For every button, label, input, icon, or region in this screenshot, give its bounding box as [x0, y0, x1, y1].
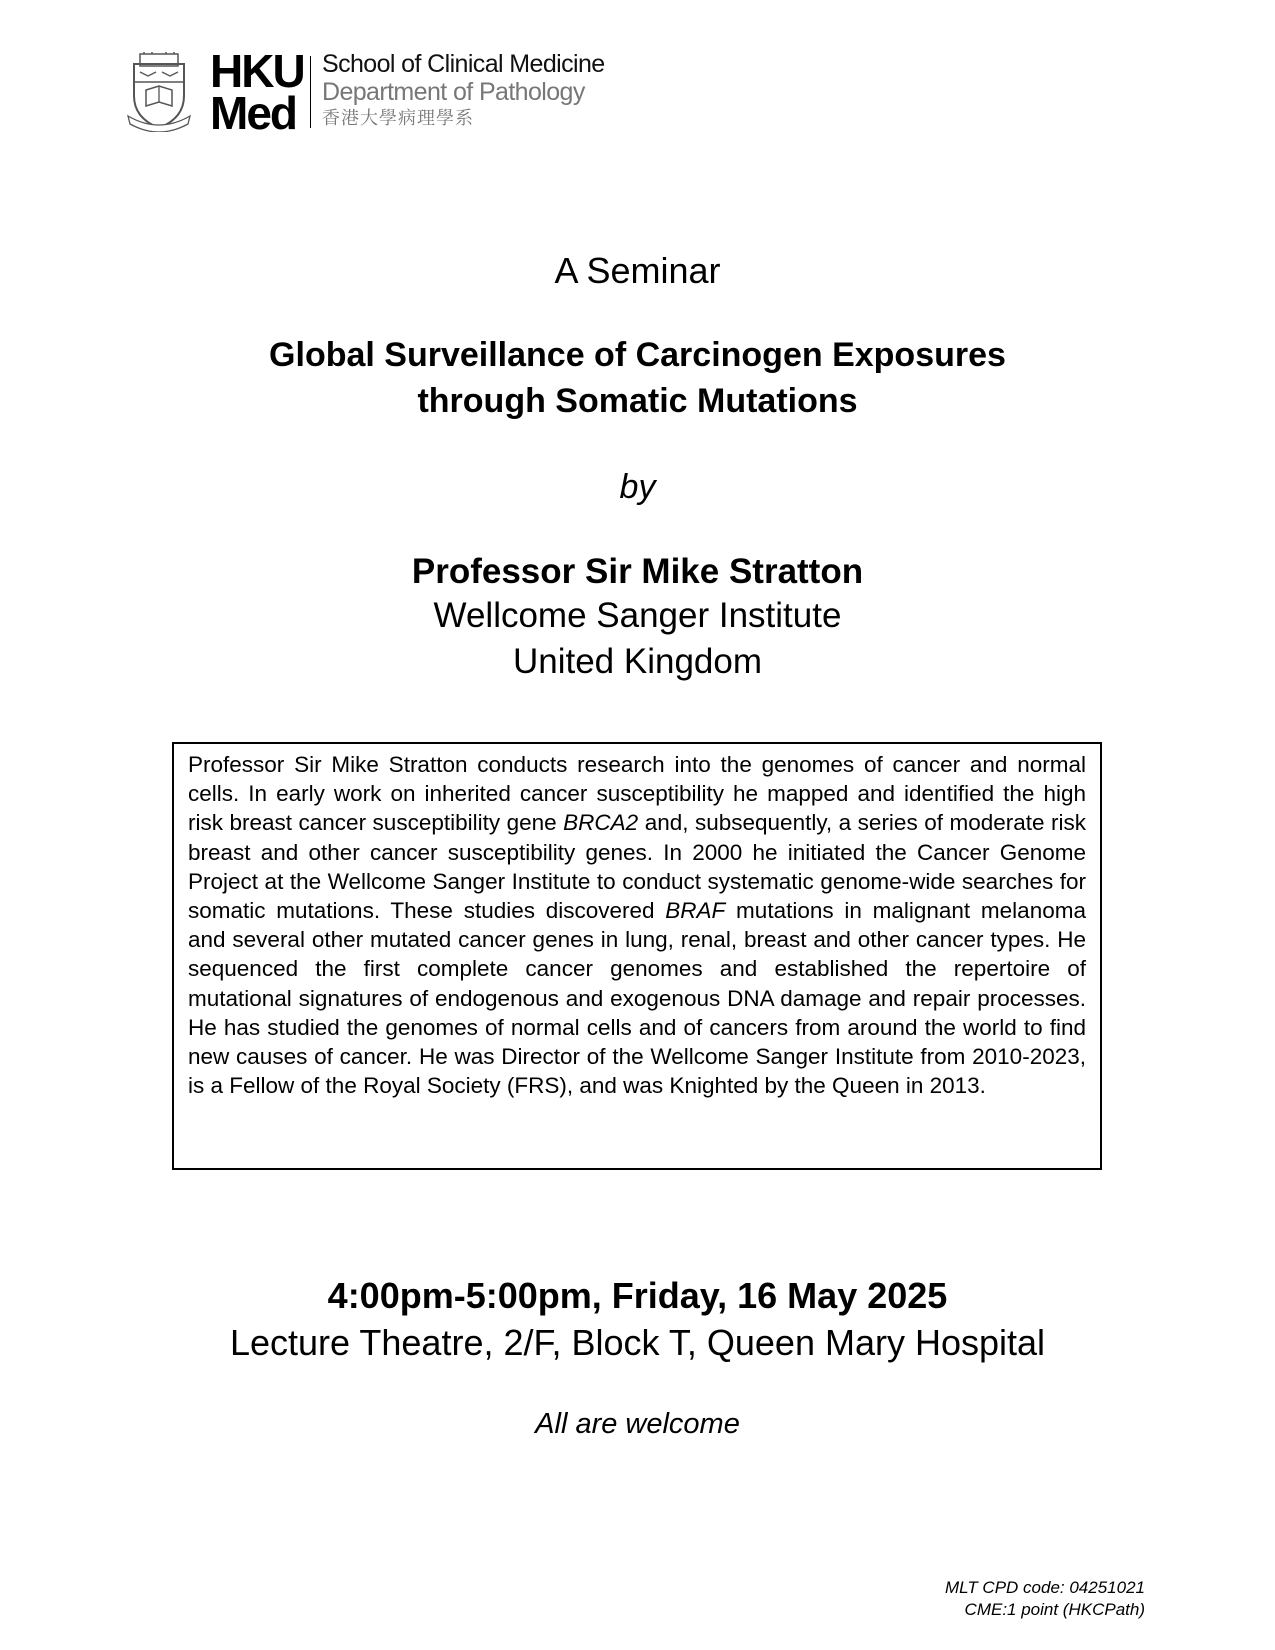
by-label: by: [619, 468, 656, 506]
department-name-chinese: 香港大學病理學系: [322, 108, 474, 128]
event-venue: Lecture Theatre, 2/F, Block T, Queen Mary Hospital: [229, 1322, 1046, 1363]
footer-credits: [945, 1577, 1145, 1621]
speaker-country: United Kingdom: [512, 642, 763, 681]
speaker-bio: [188, 750, 1086, 1100]
speaker-affiliation: Wellcome Sanger Institute: [433, 596, 842, 635]
cpd-code: MLT CPD code: 04251021: [944, 1578, 1145, 1597]
speaker-name: Professor Sir Mike Stratton: [411, 552, 864, 591]
event-type: A Seminar: [554, 250, 721, 291]
seminar-title: [0, 332, 1275, 424]
bio-part-2: and, subsequently, a series of moderate risk breast and other cancer susceptibility genes. In 2000 he initiated the Cancer Genome Project at the Wellcome Sanger Institute to conduct systematic genome-wide searches for somatic mutations. These studies discovered: [188, 810, 1087, 924]
bio-part-3: mutations in malignant melanoma and several other mutated cancer genes in lung, renal, breast and other cancer types. He sequenced the first complete cancer genomes and established the repertoire of mutational signatures of endogenous and exogenous DNA damage and repair processes. He has studied the genomes of normal cells and of cancers from around the world to find new causes of cancer. He was Director of the Wellcome Sanger Institute from 2010-2023, is a Fellow of the Royal Society (FRS), and was Knighted by the Queen in 2013.: [188, 898, 1086, 1099]
cme-points: CME:1 point (HKCPath): [964, 1600, 1145, 1619]
logo-line-med: Med: [210, 87, 296, 139]
logo-line-hku: HKU: [210, 45, 304, 97]
school-block: [322, 50, 605, 130]
university-crest-icon: [126, 52, 192, 132]
hku-med-logo: [210, 45, 306, 139]
title-line-1: Global Surveillance of Carcinogen Exposures: [269, 336, 1006, 374]
logo-divider: [310, 56, 311, 128]
bio-gene-brca2: BRCA2: [563, 810, 639, 836]
speaker-bio-box: [172, 742, 1102, 1170]
event-datetime: 4:00pm-5:00pm, Friday, 16 May 2025: [327, 1275, 948, 1316]
welcome-note: All are welcome: [535, 1408, 740, 1440]
bio-part-1: Professor Sir Mike Stratton conducts research into the genomes of cancer and normal cells. In early work on inherited cancer susceptibility he mapped and identified the high risk breast cancer susceptibility gene: [188, 752, 1086, 836]
title-line-2: through Somatic Mutations: [417, 382, 858, 420]
department-name: Department of Pathology: [322, 78, 585, 106]
bio-gene-braf: BRAF: [665, 898, 726, 924]
school-name: School of Clinical Medicine: [322, 50, 605, 78]
